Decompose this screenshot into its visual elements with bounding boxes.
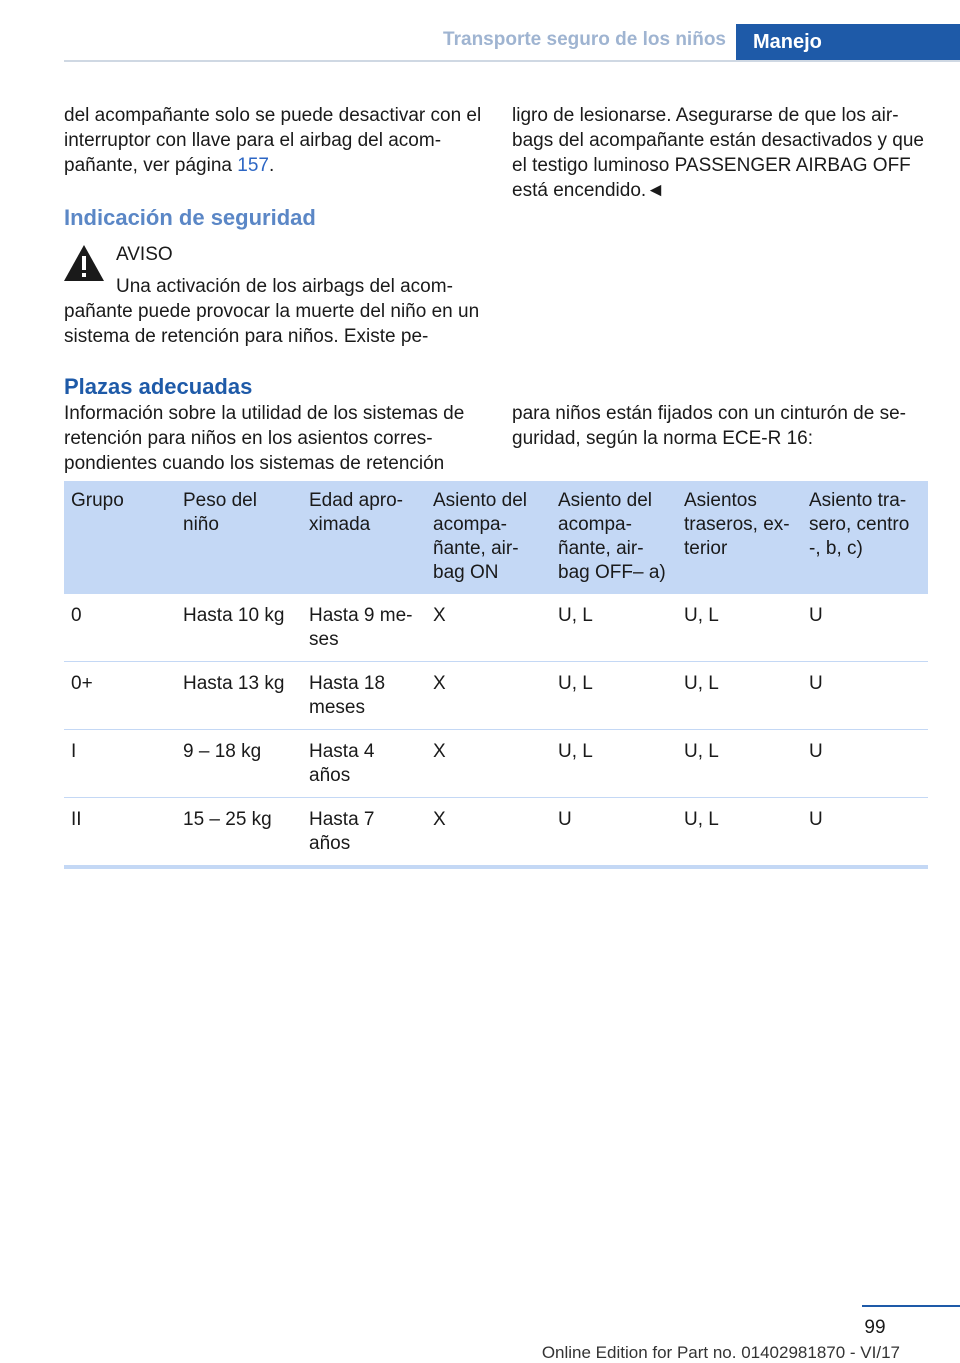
table-cell: X xyxy=(426,730,551,798)
table-cell: 0+ xyxy=(64,662,176,730)
table-cell: 15 – 25 kg xyxy=(176,798,302,868)
table-header-row xyxy=(64,481,928,594)
table-cell: X xyxy=(426,594,551,662)
edition-footer: Online Edition for Part no. 01402981870 - VI/17 xyxy=(541,1343,900,1362)
table-cell: II xyxy=(64,798,176,868)
col-header-group: Grupo xyxy=(64,481,176,594)
intro-end: . xyxy=(268,155,275,176)
table-cell: 0 xyxy=(64,594,176,662)
table-cell: X xyxy=(426,662,551,730)
table-cell: U, L xyxy=(677,798,802,868)
footer-divider xyxy=(862,1305,960,1307)
intro-text: del acompañante solo se puede desactivar con el interruptor con llave para el airbag del acom-pañante, ver página xyxy=(64,105,482,176)
table-row xyxy=(64,798,928,868)
table-cell: U xyxy=(802,730,928,798)
col-header-front-airbag-on: Asiento del acompa-ñante, air-bag ON xyxy=(426,481,551,594)
table-cell: U xyxy=(802,662,928,730)
col-header-rear-center: Asiento tra-sero, centro -, b, c) xyxy=(802,481,928,594)
seats-heading: Plazas adecuadas xyxy=(64,374,253,399)
table-cell: U xyxy=(551,798,677,868)
table-row xyxy=(64,730,928,798)
table-cell: Hasta 4 años xyxy=(302,730,426,798)
table-cell: 9 – 18 kg xyxy=(176,730,302,798)
table-cell: Hasta 13 kg xyxy=(176,662,302,730)
table-cell: X xyxy=(426,798,551,868)
table-cell: U, L xyxy=(677,662,802,730)
header-chapter-tab: Manejo xyxy=(736,24,960,62)
right-column-text: ligro de lesionarse. Asegurarse de que los air-bags del acompañante están desactivados y que el testigo luminoso PASSENGER AIRBAG OFF está encendido.◄ xyxy=(512,105,924,201)
table-cell: I xyxy=(64,730,176,798)
safety-heading: Indicación de seguridad xyxy=(64,205,316,230)
warning-label: AVISO xyxy=(116,244,173,265)
table-cell: U, L xyxy=(677,594,802,662)
table-cell: Hasta 9 me-ses xyxy=(302,594,426,662)
col-header-age: Edad apro-ximada xyxy=(302,481,426,594)
col-header-front-airbag-off: Asiento del acompa-ñante, air-bag OFF– a) xyxy=(551,481,677,594)
table-cell: Hasta 7 años xyxy=(302,798,426,868)
seating-table xyxy=(64,481,928,869)
seats-intro-right: para niños están fijados con un cinturón de se-guridad, según la norma ECE-R 16: xyxy=(512,403,906,449)
intro-paragraph xyxy=(64,103,484,178)
table-row xyxy=(64,594,928,662)
table-cell: U, L xyxy=(551,662,677,730)
col-header-rear-outer: Asientos traseros, ex-terior xyxy=(677,481,802,594)
table-cell: U xyxy=(802,798,928,868)
page-number: 99 xyxy=(864,1317,886,1338)
seats-intro-left: Información sobre la utilidad de los sistemas de retención para niños en los asientos corres-pondientes cuando los sistemas de retención xyxy=(64,403,465,474)
warning-text: Una activación de los airbags del acom-pañante puede provocar la muerte del niño en un sistema de retención para niños. Existe pe- xyxy=(64,276,480,347)
table-cell: Hasta 18 meses xyxy=(302,662,426,730)
header-section-title: Transporte seguro de los niños xyxy=(443,29,726,50)
table-cell: U xyxy=(802,594,928,662)
table-cell: U, L xyxy=(677,730,802,798)
table-cell: Hasta 10 kg xyxy=(176,594,302,662)
table-row xyxy=(64,662,928,730)
header-divider xyxy=(64,60,960,62)
page-link[interactable]: 157 xyxy=(237,155,269,176)
col-header-weight: Peso del niño xyxy=(176,481,302,594)
table-cell: U, L xyxy=(551,594,677,662)
table-cell: U, L xyxy=(551,730,677,798)
